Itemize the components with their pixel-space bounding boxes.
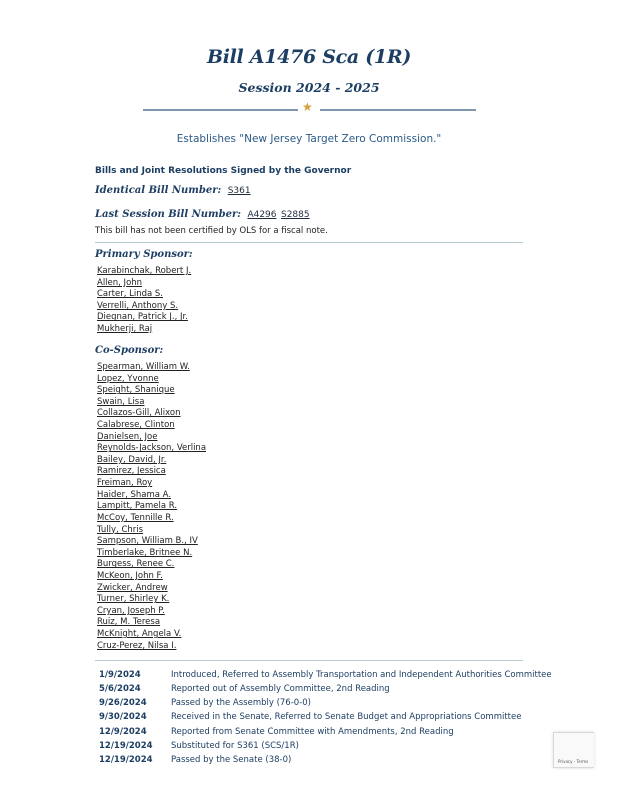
sponsor-link[interactable]: Diegnan, Patrick J., Jr. — [97, 312, 188, 323]
history-action: Received in the Senate, Referred to Senate Budget and Appropriations Committee — [171, 712, 522, 723]
co-sponsor-link[interactable]: Haider, Shama A. — [97, 489, 172, 500]
sponsor-link[interactable]: Karabinchak, Robert J. — [97, 266, 192, 276]
last-session-bill-link[interactable]: A4296 — [247, 210, 277, 220]
co-sponsor-link[interactable]: McKeon, John F. — [97, 570, 163, 581]
history-date: 9/30/2024 — [99, 712, 147, 723]
co-sponsor-link[interactable]: Lopez, Yvonne — [97, 373, 159, 384]
section-divider — [95, 242, 523, 243]
identical-bill-row — [95, 185, 251, 196]
co-sponsor-link[interactable]: Spearman, William W. — [97, 362, 190, 372]
history-action: Passed by the Senate (38-0) — [171, 754, 292, 765]
co-sponsor-link[interactable]: Speight, Shanique — [97, 385, 175, 396]
last-session-bill-link[interactable]: S2885 — [280, 210, 310, 220]
co-sponsor-link[interactable]: Collazos-Gill, Alixon — [97, 408, 181, 419]
co-sponsor-link[interactable]: Freiman, Roy — [97, 478, 153, 489]
co-sponsor-link[interactable]: Cruz-Perez, Nilsa I. — [97, 640, 177, 651]
history-row — [99, 710, 529, 724]
bill-history-list — [99, 668, 552, 767]
sponsor-link[interactable]: Carter, Linda S. — [97, 289, 163, 300]
history-date: 5/6/2024 — [99, 684, 141, 695]
history-date: 12/9/2024 — [99, 726, 147, 737]
session-subtitle: Session 2024 - 2025 — [238, 80, 380, 95]
ornamental-divider — [143, 100, 476, 117]
bill-title: Bill A1476 Sca (1R) — [206, 46, 412, 68]
co-sponsor-link[interactable]: Reynolds-Jackson, Verlina — [97, 443, 207, 454]
co-sponsor-link[interactable]: McCoy, Tennille R. — [97, 512, 174, 523]
history-row — [99, 739, 529, 753]
last-session-bill-label: Last Session Bill Number: — [95, 209, 241, 220]
co-sponsor-link[interactable]: Bailey, David, Jr. — [97, 454, 167, 465]
recaptcha-links[interactable]: Privacy - Terms — [558, 759, 589, 764]
co-sponsor-link[interactable]: Burgess, Renee C. — [97, 559, 175, 570]
star-icon: ★ — [302, 100, 313, 114]
bill-category: Bills and Joint Resolutions Signed by the Governor — [95, 166, 352, 176]
last-session-bill-row — [95, 209, 310, 220]
co-sponsor-link[interactable]: Lampitt, Pamela R. — [97, 501, 178, 512]
primary-sponsor-list — [97, 266, 191, 336]
sponsor-link[interactable]: Allen, John — [97, 277, 143, 288]
history-date: 12/19/2024 — [99, 754, 153, 765]
co-sponsor-link[interactable]: Danielsen, Joe — [97, 431, 158, 442]
history-action: Introduced, Referred to Assembly Transportation and Independent Authorities Committee — [171, 670, 552, 680]
co-sponsor-list — [97, 362, 206, 652]
identical-bill-label: Identical Bill Number: — [95, 185, 222, 196]
co-sponsor-link[interactable]: Zwicker, Andrew — [97, 582, 168, 593]
co-sponsor-link[interactable]: Ramirez, Jessica — [97, 466, 166, 477]
co-sponsor-link[interactable]: Sampson, William B., IV — [97, 536, 198, 547]
sponsor-link[interactable]: Verrelli, Anthony S. — [97, 300, 179, 311]
history-action: Reported out of Assembly Committee, 2nd Reading — [171, 684, 390, 695]
section-divider — [95, 660, 523, 661]
history-action: Reported from Senate Committee with Amendments, 2nd Reading — [171, 726, 454, 737]
co-sponsor-link[interactable]: Cryan, Joseph P. — [97, 605, 165, 616]
co-sponsor-link[interactable]: Turner, Shirley K. — [97, 594, 170, 605]
co-sponsor-link[interactable]: Swain, Lisa — [97, 396, 145, 407]
history-date: 9/26/2024 — [99, 698, 147, 709]
history-date: 1/9/2024 — [99, 670, 141, 680]
sponsor-link[interactable]: Mukherji, Raj — [97, 324, 153, 335]
identical-bill-link[interactable]: S361 — [227, 186, 251, 196]
fiscal-note: This bill has not been certified by OLS for a fiscal note. — [95, 226, 328, 236]
co-sponsor-link[interactable]: Tully, Chris — [97, 524, 144, 535]
co-sponsor-link[interactable]: Ruiz, M. Teresa — [97, 617, 161, 628]
history-date: 12/19/2024 — [99, 740, 153, 751]
history-row — [99, 668, 552, 682]
co-sponsor-link[interactable]: Timberlake, Britnee N. — [97, 547, 193, 558]
co-sponsor-link[interactable]: Calabrese, Clinton — [97, 420, 175, 431]
bill-synopsis: Establishes "New Jersey Target Zero Commission." — [176, 133, 442, 145]
history-action: Passed by the Assembly (76-0-0) — [171, 698, 311, 709]
co-sponsor-label: Co-Sponsor: — [95, 345, 164, 356]
history-row — [99, 753, 529, 767]
history-row — [99, 696, 529, 710]
co-sponsor-link[interactable]: McKnight, Angela V. — [97, 629, 182, 640]
history-row — [99, 682, 529, 696]
history-action: Substituted for S361 (SCS/1R) — [171, 740, 299, 751]
recaptcha-badge[interactable] — [553, 732, 594, 768]
primary-sponsor-label: Primary Sponsor: — [95, 249, 193, 260]
history-row — [99, 725, 529, 739]
